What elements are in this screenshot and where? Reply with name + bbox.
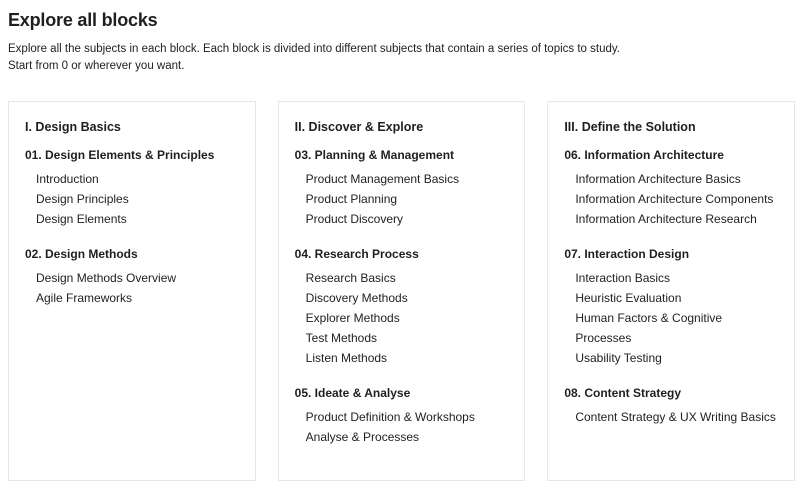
topic-link[interactable]: Heuristic Evaluation <box>575 291 682 305</box>
subject-group <box>25 147 239 229</box>
topic-link[interactable]: Content Strategy & UX Writing Basics <box>575 410 776 424</box>
subject-title: 02. Design Methods <box>25 247 138 261</box>
subject-group <box>564 385 778 427</box>
topic-list <box>295 169 509 229</box>
topic-link[interactable]: Listen Methods <box>305 351 388 365</box>
topic-list <box>295 407 509 447</box>
topic-list <box>564 407 778 427</box>
subject-group <box>295 246 509 368</box>
block-card-3 <box>547 101 795 481</box>
topic-list <box>564 268 778 368</box>
subject-title: 01. Design Elements & Principles <box>25 148 215 162</box>
blocks-grid <box>8 101 795 481</box>
block-card-2 <box>278 101 526 481</box>
topic-list <box>25 169 239 229</box>
topic-link[interactable]: Product Discovery <box>305 212 404 226</box>
topic-link[interactable]: Design Elements <box>36 212 127 226</box>
topic-link[interactable]: Analyse & Processes <box>305 430 420 444</box>
topic-link[interactable]: Usability Testing <box>575 351 662 365</box>
subject-group <box>25 246 239 308</box>
subject-group <box>295 147 509 229</box>
subject-title: 07. Interaction Design <box>564 247 690 261</box>
topic-link[interactable]: Introduction <box>36 172 99 186</box>
page-description-line2: Start from 0 or wherever you want. <box>8 60 185 72</box>
subject-group <box>564 147 778 229</box>
topic-link[interactable]: Human Factors & Cognitive Processes <box>575 311 723 345</box>
block-title: II. Discover & Explore <box>294 120 424 134</box>
topic-link[interactable]: Product Management Basics <box>305 172 460 186</box>
topic-list <box>25 268 239 308</box>
block-title: III. Define the Solution <box>564 120 696 134</box>
topic-link[interactable]: Agile Frameworks <box>36 291 133 305</box>
topic-link[interactable]: Product Planning <box>305 192 398 206</box>
topic-link[interactable]: Design Principles <box>36 192 129 206</box>
subject-group <box>564 246 778 368</box>
topic-link[interactable]: Research Basics <box>305 271 396 285</box>
subject-title: 05. Ideate & Analyse <box>294 386 411 400</box>
topic-link[interactable]: Information Architecture Components <box>575 192 774 206</box>
topic-link[interactable]: Information Architecture Basics <box>575 172 741 186</box>
topic-link[interactable]: Discovery Methods <box>305 291 408 305</box>
page-description <box>8 41 795 75</box>
subject-title: 08. Content Strategy <box>564 386 682 400</box>
topic-link[interactable]: Interaction Basics <box>575 271 671 285</box>
topic-link[interactable]: Explorer Methods <box>305 311 400 325</box>
subject-group <box>295 385 509 447</box>
topic-link[interactable]: Product Definition & Workshops <box>305 410 475 424</box>
topic-link[interactable]: Information Architecture Research <box>575 212 757 226</box>
block-title: I. Design Basics <box>25 120 121 134</box>
topic-list <box>295 268 509 368</box>
subject-title: 06. Information Architecture <box>564 148 724 162</box>
topic-list <box>564 169 778 229</box>
topic-link[interactable]: Test Methods <box>305 331 378 345</box>
subject-title: 03. Planning & Management <box>294 148 455 162</box>
subject-title: 04. Research Process <box>294 247 419 261</box>
block-card-1 <box>8 101 256 481</box>
topic-link[interactable]: Design Methods Overview <box>36 271 177 285</box>
page-title: Explore all blocks <box>8 10 158 30</box>
page-description-line1: Explore all the subjects in each block. Each block is divided into different subjects that contain a series of topics to study. <box>8 43 620 55</box>
